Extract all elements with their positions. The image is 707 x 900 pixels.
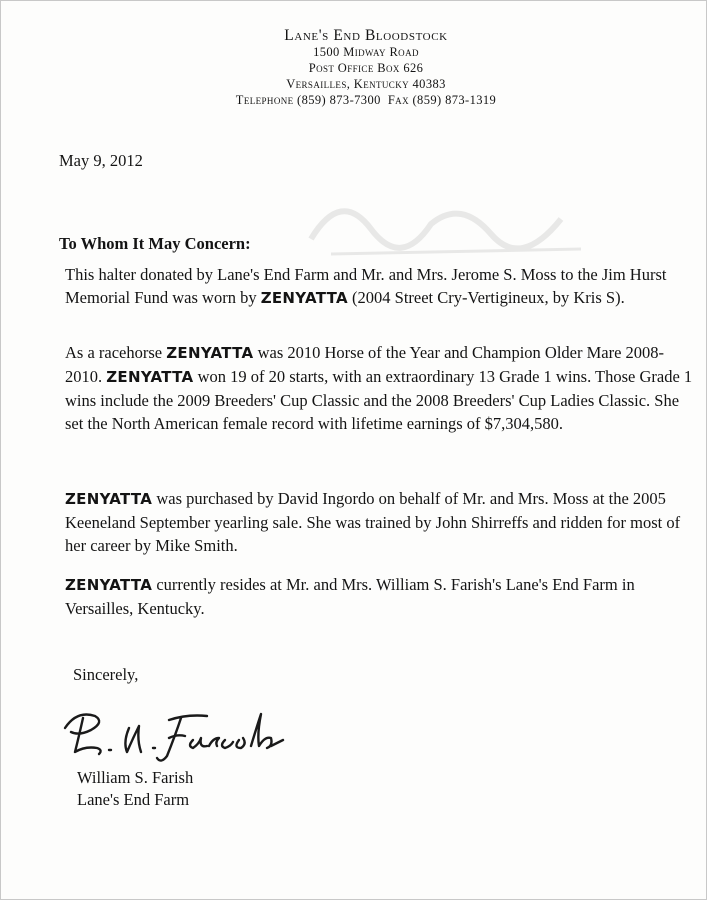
- letterhead-company: Lane's End Bloodstock: [284, 27, 448, 44]
- handwritten-signature: [57, 706, 307, 766]
- letterhead-fax: Fax (859) 873-1319: [387, 93, 497, 107]
- letterhead-phone: Telephone (859) 873-7300: [235, 93, 381, 107]
- watermark-image: [301, 179, 601, 269]
- paragraph-text: was purchased by David Ingordo on behalf of Mr. and Mrs. Moss at the 2005 Keeneland September yearling sale. She was trained by John Shirreffs and ridden for most of her career by Mike Smith.: [65, 489, 681, 555]
- paragraph-halter: [65, 263, 695, 310]
- paragraph-text: This halter donated by Lane's End Farm and Mr. and Mrs. Jerome S. Moss to the Jim Hurst Memorial Fund was worn by: [65, 265, 667, 307]
- salutation: To Whom It May Concern:: [59, 234, 251, 253]
- paragraph-text: currently resides at Mr. and Mrs. William S. Farish's Lane's End Farm in Versailles, Kentucky.: [65, 575, 635, 618]
- paragraph-text: won 19 of 20 starts, with an extraordinary 13 Grade 1 wins. Those Grade 1 wins include the 2009 Breeders' Cup Classic and the 2008 Breeders' Cup Ladies Classic. She set the North American female record with lifetime earnings of $7,304,580.: [65, 367, 693, 433]
- closing: Sincerely,: [73, 665, 139, 684]
- paragraph-purchase: [65, 487, 695, 557]
- letterhead-city: Versailles, Kentucky 40383: [286, 77, 446, 91]
- horse-name: ZENYATTA: [65, 490, 153, 508]
- paragraph-residence: [65, 573, 695, 620]
- letterhead-address-line-2: Post Office Box 626: [308, 61, 424, 75]
- letterhead-address-line-1: 1500 Midway Road: [313, 45, 419, 59]
- letter-date: May 9, 2012: [59, 151, 143, 170]
- paragraph-text: (2004 Street Cry-Vertigineux, by Kris S).: [347, 288, 625, 307]
- paragraph-racing-record: [65, 341, 695, 435]
- paragraph-text: As a racehorse: [65, 343, 167, 362]
- signer-name: William S. Farish: [77, 768, 194, 787]
- horse-name: ZENYATTA: [106, 368, 194, 386]
- horse-name: ZENYATTA: [260, 289, 348, 307]
- horse-name: ZENYATTA: [65, 576, 153, 594]
- letterhead: [201, 28, 531, 108]
- signer-block: [77, 767, 193, 811]
- signer-organization: Lane's End Farm: [77, 790, 190, 809]
- horse-name: ZENYATTA: [166, 344, 254, 362]
- paragraph-text: was 2010 Horse of the Year and Champion Older Mare 2008-2010.: [65, 343, 665, 386]
- letterhead-contact: [201, 92, 531, 108]
